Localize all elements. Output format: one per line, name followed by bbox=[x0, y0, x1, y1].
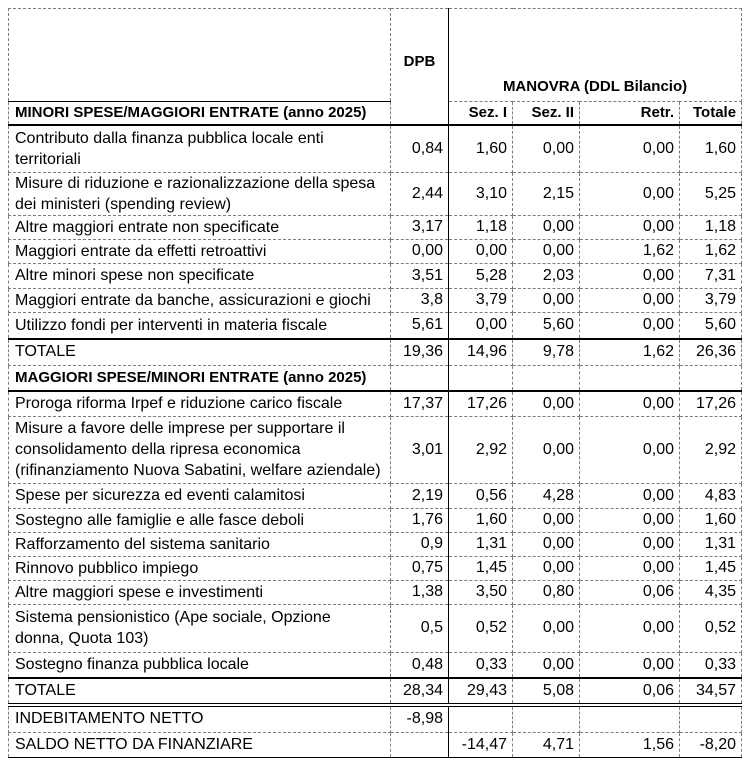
row-label bbox=[9, 312, 391, 339]
row-label bbox=[9, 416, 391, 483]
retr-value: 0,06 bbox=[580, 678, 680, 705]
row-label-line: Proroga riforma Irpef e riduzione carico fiscale bbox=[15, 395, 343, 413]
dpb-header: DPB bbox=[391, 9, 449, 126]
dpb-value: -8,98 bbox=[391, 705, 449, 732]
summary-row bbox=[9, 705, 742, 732]
retr-value: 0,00 bbox=[580, 532, 680, 556]
table-row bbox=[9, 416, 742, 483]
section-title: MAGGIORI SPESE/MINORI ENTRATE (anno 2025) bbox=[9, 365, 391, 391]
row-label-line: Misure di riduzione e razionalizzazione della spesa bbox=[15, 174, 376, 192]
dpb-value: 0,48 bbox=[391, 652, 449, 678]
summary-label: INDEBITAMENTO NETTO bbox=[9, 705, 391, 732]
sez-i-value: 1,60 bbox=[449, 508, 513, 532]
sez-ii-value: 9,78 bbox=[513, 339, 580, 365]
retr-value bbox=[580, 705, 680, 732]
totale-value: 0,33 bbox=[680, 652, 742, 678]
retr-value: 0,00 bbox=[580, 416, 680, 483]
row-label bbox=[9, 172, 391, 215]
empty-cell bbox=[449, 365, 513, 391]
sez-i-value: 3,79 bbox=[449, 288, 513, 312]
total-row bbox=[9, 678, 742, 705]
row-label bbox=[9, 263, 391, 288]
sez-i-value bbox=[449, 705, 513, 732]
row-label-line: Altre maggiori entrate non specificate bbox=[15, 218, 280, 236]
dpb-value: 19,36 bbox=[391, 339, 449, 365]
sez-ii-value: 0,00 bbox=[513, 391, 580, 416]
totale-value: 1,45 bbox=[680, 556, 742, 580]
header-row bbox=[9, 9, 742, 102]
table-row bbox=[9, 215, 742, 239]
sez-i-value: 0,00 bbox=[449, 312, 513, 339]
dpb-value: 0,75 bbox=[391, 556, 449, 580]
row-label bbox=[9, 125, 391, 172]
table-row bbox=[9, 652, 742, 678]
retr-value: 0,00 bbox=[580, 604, 680, 652]
retr-value: 0,00 bbox=[580, 312, 680, 339]
col-header-sez-i: Sez. I bbox=[449, 102, 513, 126]
sez-ii-value: 0,00 bbox=[513, 239, 580, 263]
row-label bbox=[9, 391, 391, 416]
sez-i-value: 1,31 bbox=[449, 532, 513, 556]
table-row bbox=[9, 604, 742, 652]
totale-value: 2,92 bbox=[680, 416, 742, 483]
totale-value: 5,25 bbox=[680, 172, 742, 215]
totale-value: 3,79 bbox=[680, 288, 742, 312]
row-label-line: Sostegno finanza pubblica locale bbox=[15, 656, 249, 674]
row-label-line: territoriali bbox=[15, 150, 81, 168]
sez-ii-value: 0,00 bbox=[513, 416, 580, 483]
sez-ii-value: 0,00 bbox=[513, 604, 580, 652]
dpb-value: 0,5 bbox=[391, 604, 449, 652]
empty-cell bbox=[680, 365, 742, 391]
total-row bbox=[9, 339, 742, 365]
sez-i-value: 29,43 bbox=[449, 678, 513, 705]
totale-value: 4,35 bbox=[680, 580, 742, 604]
dpb-value: 0,9 bbox=[391, 532, 449, 556]
totale-value: -8,20 bbox=[680, 732, 742, 757]
sez-ii-value: 0,00 bbox=[513, 288, 580, 312]
row-label bbox=[9, 556, 391, 580]
retr-value: 1,62 bbox=[580, 339, 680, 365]
row-label-line: Altre maggiori spese e investimenti bbox=[15, 583, 264, 601]
sez-ii-value: 0,80 bbox=[513, 580, 580, 604]
sez-ii-value: 0,00 bbox=[513, 215, 580, 239]
row-label-line: Sistema pensionistico (Ape sociale, Opzione bbox=[15, 609, 331, 626]
summary-label: SALDO NETTO DA FINANZIARE bbox=[9, 732, 391, 757]
section-header-row bbox=[9, 365, 742, 391]
total-label: TOTALE bbox=[9, 678, 391, 705]
sez-ii-value: 0,00 bbox=[513, 556, 580, 580]
empty-cell bbox=[580, 365, 680, 391]
budget-table bbox=[8, 8, 742, 758]
section-title: MINORI SPESE/MAGGIORI ENTRATE (anno 2025) bbox=[9, 102, 391, 126]
sez-i-value: 1,18 bbox=[449, 215, 513, 239]
sez-i-value: 3,50 bbox=[449, 580, 513, 604]
header-corner-cell bbox=[9, 9, 391, 102]
totale-value: 1,18 bbox=[680, 215, 742, 239]
row-label bbox=[9, 652, 391, 678]
empty-cell bbox=[513, 365, 580, 391]
row-label-line: dei ministeri (spending review) bbox=[15, 195, 232, 213]
sez-i-value: 0,33 bbox=[449, 652, 513, 678]
sez-i-value: 1,45 bbox=[449, 556, 513, 580]
retr-value: 0,00 bbox=[580, 556, 680, 580]
row-label bbox=[9, 580, 391, 604]
dpb-value: 28,34 bbox=[391, 678, 449, 705]
dpb-value: 3,17 bbox=[391, 215, 449, 239]
sez-ii-value: 4,28 bbox=[513, 483, 580, 508]
sez-i-value: 3,10 bbox=[449, 172, 513, 215]
col-header-totale: Totale bbox=[680, 102, 742, 126]
sez-ii-value: 0,00 bbox=[513, 125, 580, 172]
sez-i-value: 14,96 bbox=[449, 339, 513, 365]
table-row bbox=[9, 391, 742, 416]
dpb-value: 2,19 bbox=[391, 483, 449, 508]
sez-i-value: 2,92 bbox=[449, 416, 513, 483]
summary-row bbox=[9, 732, 742, 757]
table-row bbox=[9, 125, 742, 172]
retr-value: 0,00 bbox=[580, 288, 680, 312]
dpb-value: 5,61 bbox=[391, 312, 449, 339]
sez-i-value: 17,26 bbox=[449, 391, 513, 416]
totale-value: 0,52 bbox=[680, 604, 742, 652]
row-label-line: Maggiori entrate da banche, assicurazioni e giochi bbox=[15, 291, 371, 309]
row-label-line: Spese per sicurezza ed eventi calamitosi bbox=[15, 487, 305, 504]
table-row bbox=[9, 312, 742, 339]
dpb-value: 3,01 bbox=[391, 416, 449, 483]
totale-value bbox=[680, 705, 742, 732]
row-label bbox=[9, 288, 391, 312]
row-label-line: Contributo dalla finanza pubblica locale enti bbox=[15, 129, 324, 147]
sez-ii-value: 4,71 bbox=[513, 732, 580, 757]
sez-i-value: 0,00 bbox=[449, 239, 513, 263]
table-row bbox=[9, 172, 742, 215]
sez-ii-value: 5,60 bbox=[513, 312, 580, 339]
dpb-value: 3,51 bbox=[391, 263, 449, 288]
sez-ii-value: 0,00 bbox=[513, 508, 580, 532]
section-header-row bbox=[9, 102, 742, 126]
row-label-line: Rinnovo pubblico impiego bbox=[15, 559, 199, 577]
row-label-line: Rafforzamento del sistema sanitario bbox=[15, 535, 270, 553]
row-label-line: (rifinanziamento Nuova Sabatini, welfare aziendale) bbox=[15, 462, 381, 479]
sez-i-value: 0,52 bbox=[449, 604, 513, 652]
table-row bbox=[9, 580, 742, 604]
totale-value: 26,36 bbox=[680, 339, 742, 365]
row-label bbox=[9, 483, 391, 508]
retr-value: 1,62 bbox=[580, 239, 680, 263]
row-label bbox=[9, 215, 391, 239]
row-label-line: Misure a favore delle imprese per supportare il bbox=[15, 420, 345, 437]
table-row bbox=[9, 288, 742, 312]
table-row bbox=[9, 556, 742, 580]
totale-value: 1,60 bbox=[680, 125, 742, 172]
retr-value: 0,00 bbox=[580, 172, 680, 215]
row-label-line: Sostegno alle famiglie e alle fasce deboli bbox=[15, 511, 305, 529]
totale-value: 1,62 bbox=[680, 239, 742, 263]
sez-i-value: 0,56 bbox=[449, 483, 513, 508]
table-row bbox=[9, 532, 742, 556]
retr-value: 0,00 bbox=[580, 125, 680, 172]
totale-value: 1,60 bbox=[680, 508, 742, 532]
sez-i-value: 1,60 bbox=[449, 125, 513, 172]
dpb-value: 1,38 bbox=[391, 580, 449, 604]
row-label bbox=[9, 532, 391, 556]
sez-ii-value: 5,08 bbox=[513, 678, 580, 705]
retr-value: 0,00 bbox=[580, 652, 680, 678]
retr-value: 0,00 bbox=[580, 391, 680, 416]
totale-value: 7,31 bbox=[680, 263, 742, 288]
retr-value: 0,06 bbox=[580, 580, 680, 604]
dpb-value: 17,37 bbox=[391, 391, 449, 416]
table-row bbox=[9, 263, 742, 288]
totale-value: 4,83 bbox=[680, 483, 742, 508]
dpb-value: 3,8 bbox=[391, 288, 449, 312]
sez-ii-value bbox=[513, 705, 580, 732]
sez-ii-value: 2,03 bbox=[513, 263, 580, 288]
dpb-value: 2,44 bbox=[391, 172, 449, 215]
manovra-header: MANOVRA (DDL Bilancio) bbox=[449, 9, 742, 102]
dpb-value: 0,84 bbox=[391, 125, 449, 172]
sez-i-value: -14,47 bbox=[449, 732, 513, 757]
totale-value: 17,26 bbox=[680, 391, 742, 416]
totale-value: 34,57 bbox=[680, 678, 742, 705]
dpb-value: 1,76 bbox=[391, 508, 449, 532]
row-label-line: Altre minori spese non specificate bbox=[15, 267, 255, 284]
sez-ii-value: 0,00 bbox=[513, 652, 580, 678]
sez-ii-value: 0,00 bbox=[513, 532, 580, 556]
table-row bbox=[9, 508, 742, 532]
row-label-line: donna, Quota 103) bbox=[15, 630, 149, 647]
totale-value: 1,31 bbox=[680, 532, 742, 556]
retr-value: 1,56 bbox=[580, 732, 680, 757]
empty-cell bbox=[391, 365, 449, 391]
row-label-line: Utilizzo fondi per interventi in materia fiscale bbox=[15, 316, 328, 334]
table-row bbox=[9, 239, 742, 263]
dpb-value: 0,00 bbox=[391, 239, 449, 263]
retr-value: 0,00 bbox=[580, 263, 680, 288]
row-label-line: Maggiori entrate da effetti retroattivi bbox=[15, 242, 267, 260]
table-row bbox=[9, 483, 742, 508]
retr-value: 0,00 bbox=[580, 483, 680, 508]
row-label-line: consolidamento della ripresa economica bbox=[15, 441, 301, 458]
total-label: TOTALE bbox=[9, 339, 391, 365]
col-header-retr: Retr. bbox=[580, 102, 680, 126]
totale-value: 5,60 bbox=[680, 312, 742, 339]
sez-i-value: 5,28 bbox=[449, 263, 513, 288]
row-label bbox=[9, 604, 391, 652]
col-header-sez-ii: Sez. II bbox=[513, 102, 580, 126]
sez-ii-value: 2,15 bbox=[513, 172, 580, 215]
row-label bbox=[9, 239, 391, 263]
retr-value: 0,00 bbox=[580, 508, 680, 532]
retr-value: 0,00 bbox=[580, 215, 680, 239]
row-label bbox=[9, 508, 391, 532]
dpb-value bbox=[391, 732, 449, 757]
